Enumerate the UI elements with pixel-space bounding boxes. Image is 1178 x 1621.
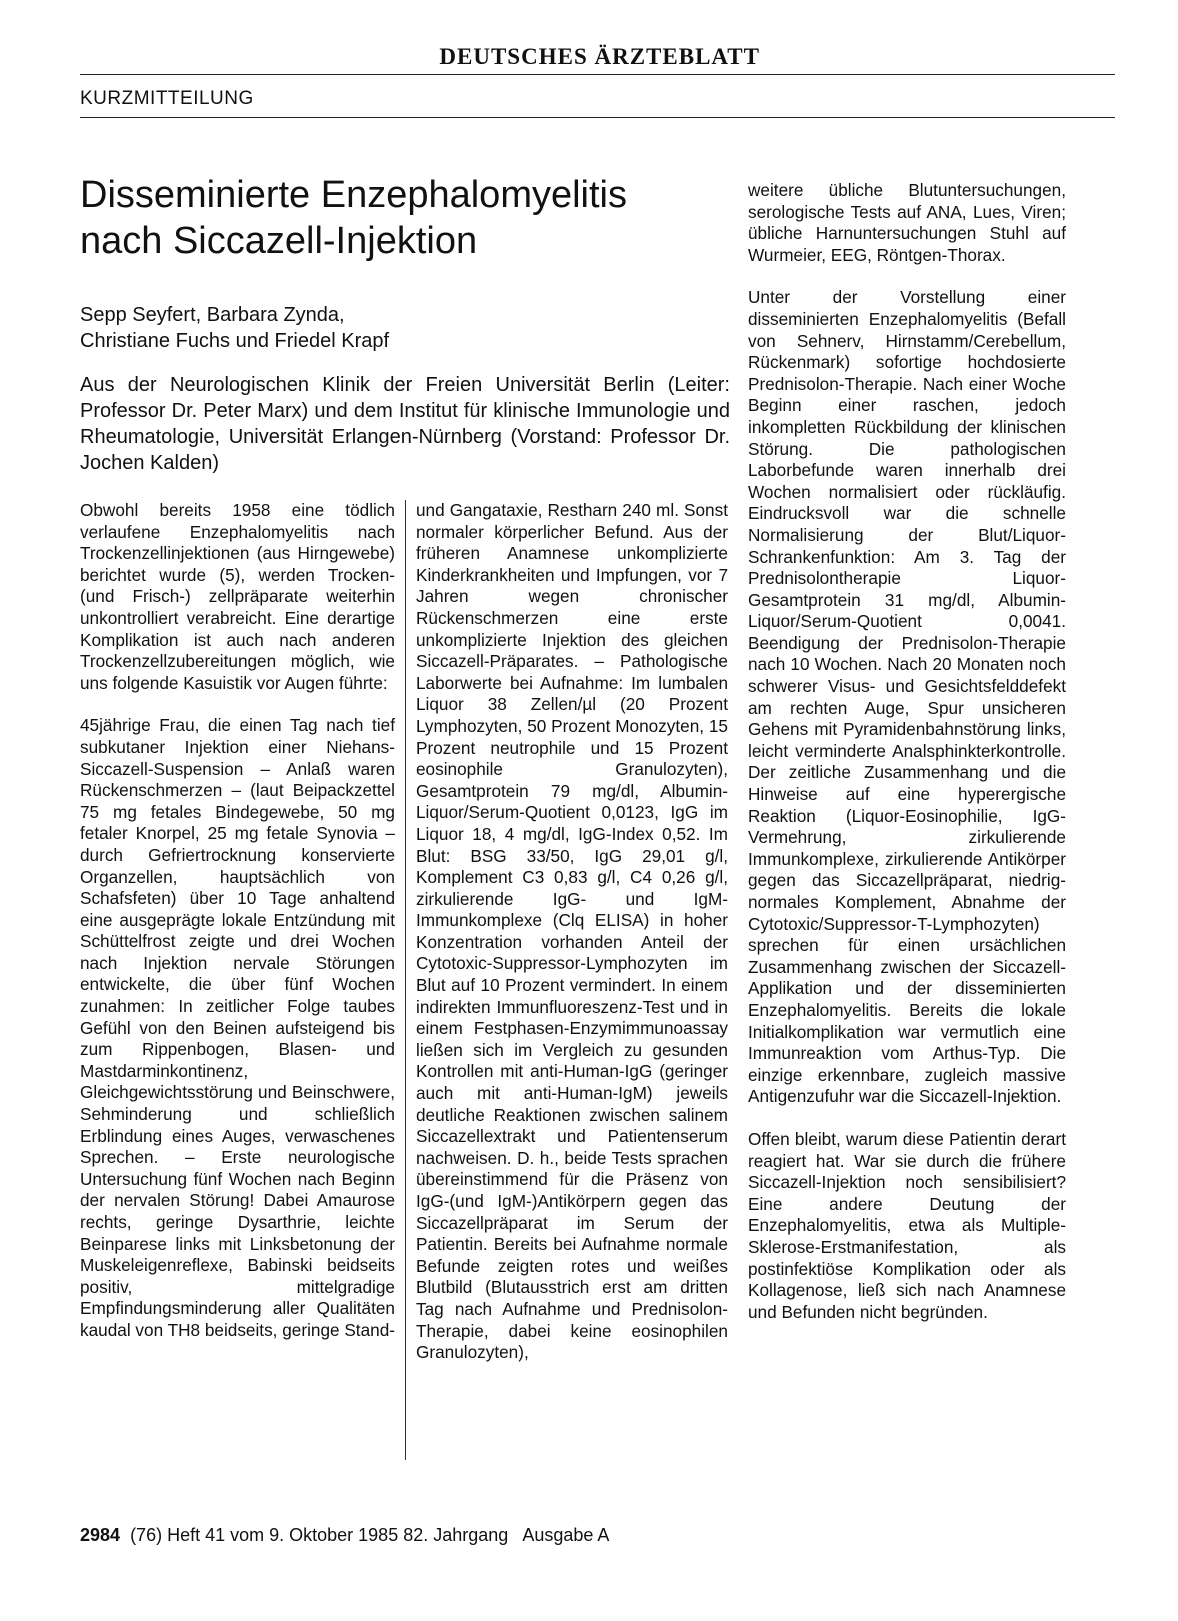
body-column-2 — [416, 500, 728, 1385]
header-rule-top — [80, 74, 1115, 75]
paragraph: 45jährige Frau, die einen Tag nach tief subkutaner Injektion einer Niehans-Siccazell-Suspension – Anlaß waren Rückenschmerzen – (laut Beipackzettel 75 mg fetales Bindegewebe, 50 mg fetaler Knorpel, 25 mg fetale Synovia – durch Gefriertrocknung konservierte Organzellen, hauptsächlich von Schafsfeten) über 10 Tage anhaltend eine ausgeprägte lokale Entzündung mit Schüttelfrost zeigte und drei Wochen nach Injektion nervale Störungen entwickelte, die über fünf Wochen zunahmen: In zeitlicher Folge taubes Gefühl von den Beinen aufsteigend bis zum Rippenbogen, Blasen- und Mastdarminkontinenz, Gleichgewichtsstörung und Beinschwere, Sehminderung und schließlich Erblindung eines Auges, verwaschenes Sprechen. – Erste neurologische Untersuchung fünf Wochen nach Beginn der nervalen Störung! Dabei Amaurose rechts, geringe Dysarthrie, leichte Beinparese links mit Linksbetonung der Muskeleigenreflexe, Babinski beidseits positiv, mittelgradige Empfindungsminderung aller Qualitäten kaudal von TH8 beidseits, geringe Stand- — [80, 715, 395, 1340]
journal-masthead: DEUTSCHES ÄRZTEBLATT — [439, 44, 760, 69]
title-line-2: nach Siccazell-Injektion — [80, 220, 478, 262]
authors-line-2: Christiane Fuchs und Friedel Krapf — [80, 330, 390, 352]
header-rule-bottom — [80, 117, 1115, 118]
paragraph: und Gangataxie, Restharn 240 ml. Sonst normaler körperlicher Befund. Aus der früheren Anamnese unkomplizierte Kinderkrankheiten und Impfungen, vor 7 Jahren wegen chronischer Rückenschmerzen eine erste unkomplizierte Injektion des gleichen Siccazell-Präparates. – Pathologische Laborwerte bei Aufnahme: Im lumbalen Liquor 38 Zellen/µl (20 Prozent Lymphozyten, 50 Prozent Monozyten, 15 Prozent neutrophile und 15 Prozent eosinophile Granulozyten), Gesamtprotein 79 mg/dl, Albumin-Liquor/Serum-Quotient 0,0123, IgG im Liquor 18, 4 mg/dl, IgG-Index 0,52. Im Blut: BSG 33/50, IgG 29,01 g/l, Komplement C3 0,83 g/l, C4 0,26 g/l, zirkulierende IgG- und IgM-Immunkomplexe (Clq ELISA) in hoher Konzentration vorhanden Anteil der Cytotoxic-Suppressor-Lymphozyten im Blut auf 10 Prozent vermindert. In einem indirekten Immunfluoreszenz-Test und in einem Festphasen-Enzymimmunoassay ließen sich im Vergleich zu gesunden Kontrollen mit anti-Human-IgG (geringer auch mit anti-Human-IgM) jeweils deutliche Reaktionen zwischen salinem Siccazellextrakt und Patientenserum nachweisen. D. h., beide Tests sprachen übereinstimmend für die Präsenz von IgG-(und IgM-)Antikörpern gegen das Siccazellpräparat im Serum der Patientin. Bereits bei Aufnahme normale Befunde zeigten rotes und weißes Blutbild (Blutausstrich erst am dritten Tag nach Aufnahme und Prednisolon-Therapie, dabei keine eosinophilen Granulozyten), — [416, 500, 728, 1363]
article-affiliation: Aus der Neurologischen Klinik der Freien Universität Berlin (Leiter: Professor Dr. Peter Marx) und dem Institut für klinische Immunologie und Rheumatologie, Universität Erlangen-Nürnberg (Vorstand: Professor Dr. Jochen Kalden) — [80, 374, 730, 474]
edition-label: Ausgabe A — [522, 1525, 610, 1545]
article-title — [80, 172, 720, 264]
body-column-3 — [748, 180, 1066, 1344]
column-divider — [405, 500, 406, 1460]
body-column-1 — [80, 500, 395, 1363]
paragraph: weitere übliche Blutuntersuchungen, serologische Tests auf ANA, Lues, Viren; übliche Harnuntersuchungen Stuhl auf Wurmeier, EEG, Röntgen-Thorax. — [748, 180, 1066, 265]
page-footer — [80, 1525, 609, 1546]
article-authors — [80, 302, 720, 354]
paragraph: Offen bleibt, warum diese Patientin derart reagiert hat. War sie durch die frühere Siccazell-Injektion noch sensibilisiert? Eine andere Deutung der Enzephalomyelitis, etwa als Multiple-Sklerose-Erstmanifestation, als postinfektiöse Komplikation oder als Kollagenose, ließ sich nach Anamnese und Befunden nicht begründen. — [748, 1128, 1066, 1322]
paragraph: Obwohl bereits 1958 eine tödlich verlaufene Enzephalomyelitis nach Trockenzellinjektionen (aus Hirngewebe) berichtet wurde (5), werden Trocken- (und Frisch-) zellpräparate weiterhin unkontrolliert verabreicht. Eine derartige Komplikation ist auch nach anderen Trockenzellzubereitungen möglich, wie uns folgende Kasuistik vor Augen führte: — [80, 500, 395, 693]
paragraph: Unter der Vorstellung einer disseminierten Enzephalomyelitis (Befall von Sehnerv, Hirnstamm/Cerebellum, Rückenmark) sofortige hochdosierte Prednisolon-Therapie. Nach einer Woche Beginn einer raschen, jedoch inkompletten Rückbildung der klinischen Störung. Die pathologischen Laborbefunde waren innerhalb drei Wochen normalisiert oder rückläufig. Eindrucksvoll war die schnelle Normalisierung der Blut/Liquor-Schrankenfunktion: Am 3. Tag der Prednisolontherapie Liquor-Gesamtprotein 31 mg/dl, Albumin-Liquor/Serum-Quotient 0,0041. Beendigung der Prednisolon-Therapie nach 10 Wochen. Nach 20 Monaten noch schwerer Visus- und Gesichtsfelddefekt am rechten Auge, Spur unsicheren Gehens mit Pyramidenbahnstörung links, leicht verminderte Analsphinkterkontrolle. Der zeitliche Zusammenhang und die Hinweise auf eine hyperergische Reaktion (Liquor-Eosinophilie, IgG-Vermehrung, zirkulierende Immunkomplexe, zirkulierende Antikörper gegen das Siccazellpräparat, niedrig-normales Komplement, Abnahme der Cytotoxic/Suppressor-T-Lymphozyten) sprechen für einen ursächlichen Zusammenhang zwischen der Siccazell-Applikation und der disseminierten Enzephalomyelitis. Bereits die lokale Initialkomplikation war vermutlich eine Immunreaktion vom Arthus-Typ. Die einzige erkennbare, zugleich massive Antigenzufuhr war die Siccazell-Injektion. — [748, 287, 1066, 1107]
section-label: KURZMITTEILUNG — [80, 88, 254, 109]
authors-line-1: Sepp Seyfert, Barbara Zynda, — [80, 304, 345, 326]
issue-info: (76) Heft 41 vom 9. Oktober 1985 82. Jahrgang — [130, 1525, 509, 1545]
page-number: 2984 — [80, 1525, 121, 1545]
title-line-1: Disseminierte Enzephalomyelitis — [80, 174, 627, 216]
